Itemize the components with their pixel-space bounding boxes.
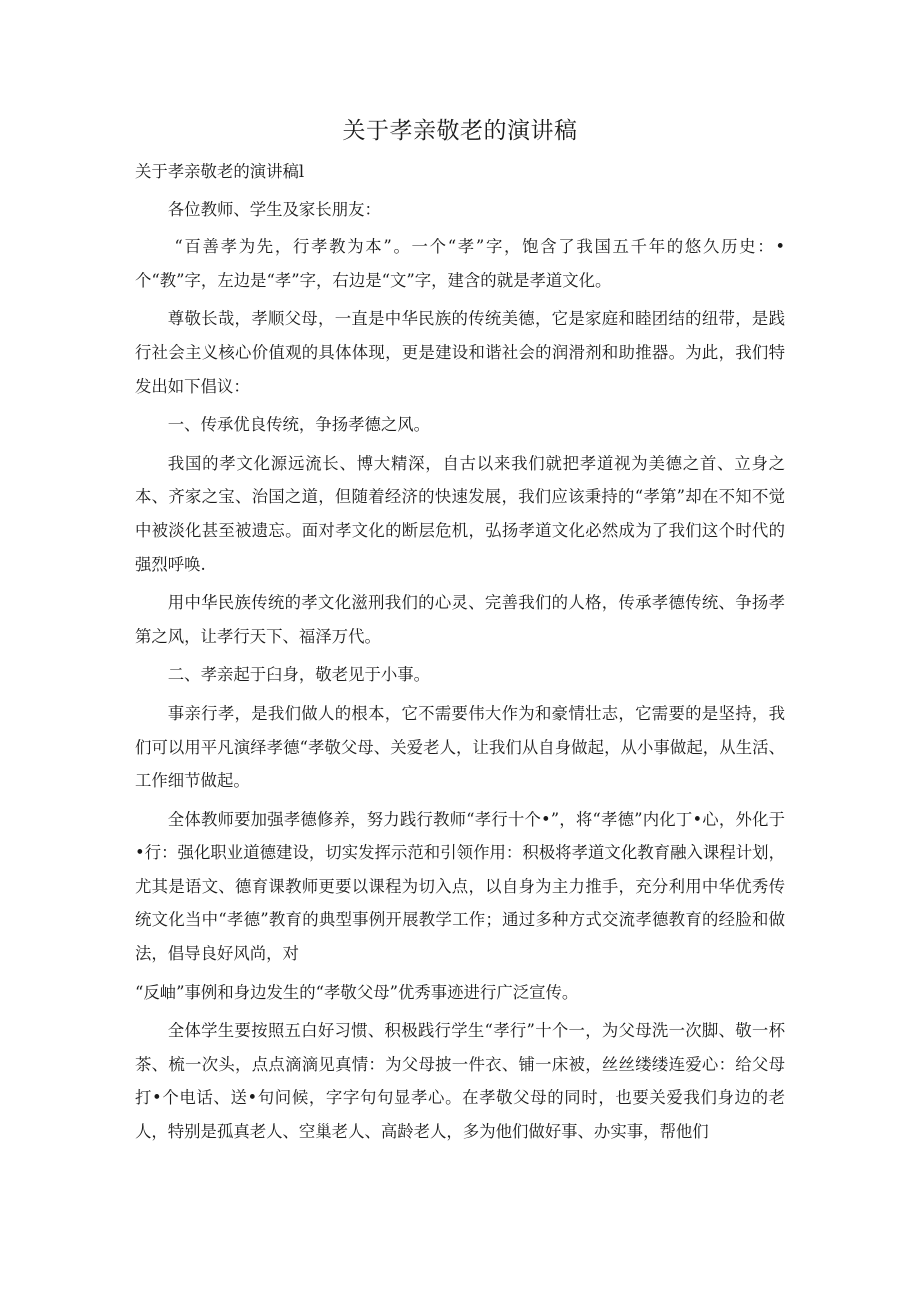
paragraph-nourish: 用中华民族传统的孝文化滋刑我们的心灵、完善我们的人格，传承孝德传统、争扬孝第之风，让孝行天下、福泽万代。	[135, 593, 785, 646]
section-heading-one: 一、传承优良传统，争扬孝德之风。	[167, 415, 431, 435]
paragraph-culture: 我国的孝文化源远流长、博大精深，自古以来我们就把孝道视为美德之首、立身之本、齐家之宝、治国之道，但随着经济的快速发展，我们应该秉持的“孝第”却在不知不觉中被淡化甚至被遗忘。面对孝文化的断层危机，弘扬孝道文化必然成为了我们这个时代的强烈呼唤.	[135, 453, 785, 574]
document-title: 关于孝亲敬老的演讲稿	[342, 118, 578, 144]
paragraph-intro: “百善孝为先，行孝教为本”。一个“孝”字，饱含了我国五千年的悠久历史：•个“教”字，左边是“孝”字，右边是“文”字，建含的就是孝道文化。	[135, 237, 785, 290]
document-subtitle: 关于孝亲敬老的演讲稿l	[135, 162, 305, 181]
document-body	[135, 155, 785, 1154]
paragraph-students: 全体学生要按照五白好习惯、积极践行学生“孝行”十个一，为父母洗一次脚、敬一杯茶、梳一次头，点点滴滴见真情：为父母披一件衣、铺一床被，丝丝缕缕连爱心：给父母打•个电话、送•句问候，字字句句显孝心。在孝敬父母的同时，也要关爱我们身边的老人，特别是孤真老人、空巢老人、高龄老人，多为他们做好事、办实事，帮他们	[135, 1021, 785, 1142]
greeting: 各位教师、学生及家长朋友：	[167, 199, 381, 219]
paragraph-filial-duty: 事亲行孝，是我们做人的根本，它不需要伟大作为和豪情壮志，它需要的是坚持，我们可以用平凡演绎孝德“孝敬父母、关爱老人，让我们从自身做起，从小事做起，从生活、工作细节做起。	[135, 703, 785, 791]
section-heading-two: 二、孝亲起于臼身，敬老见于小事。	[167, 665, 431, 685]
paragraph-tradition: 尊敬长哉，孝顺父母，一直是中华民族的传统美德，它是家庭和睦团结的纽带，是践行社会主义核心价值观的具体体现，更是建设和谐社会的润滑剂和助推器。为此，我们特发出如下倡议：	[135, 309, 785, 396]
paragraph-teachers: 全体教师要加强孝德修养，努力践行教师“孝行十个•”，将“孝德”内化丁•心，外化于•行：强化职业道德建设，切实发挥示范和引领作用：积极将孝道文化教育融入课程计划，尤其是语文、德育课教师更要以课程为切入点，以自身为主力推手，充分利用中华优秀传统文化当中“孝德”教育的典型事例开展教学工作；通过多种方式交流孝德教育的经脸和做法，倡导良好风尚，对	[135, 809, 785, 964]
paragraph-continuation: “反岫”事例和身边发生的“孝敬父母”优秀事迹进行广泛宣传。	[135, 982, 579, 1002]
